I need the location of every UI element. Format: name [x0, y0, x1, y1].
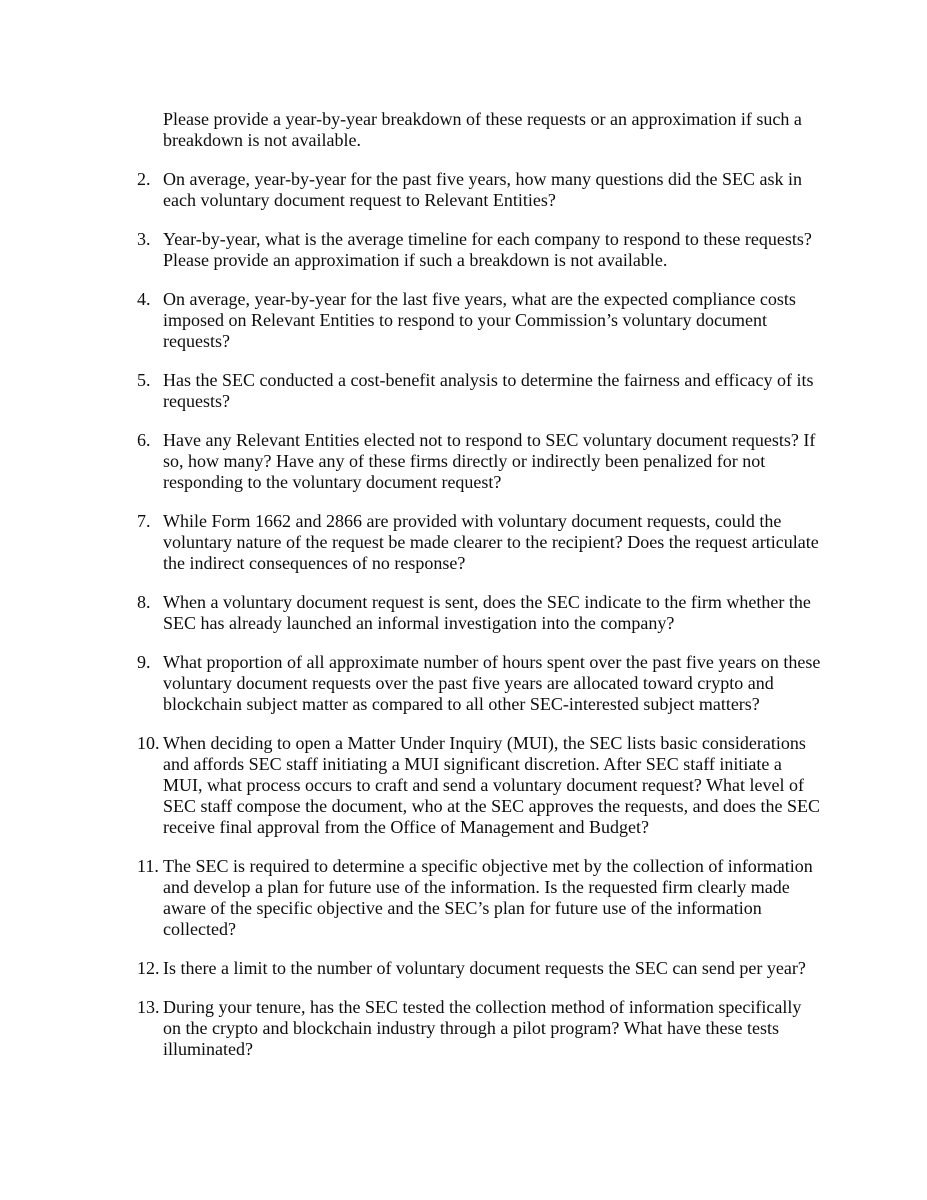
question-number: 13. [137, 997, 160, 1017]
question-item-11 [109, 856, 821, 940]
question-item-13 [109, 997, 821, 1060]
question-text: Year-by-year, what is the average timeline for each company to respond to these requests? Please provide an approximation if such a breakdown is not available. [163, 229, 812, 270]
question-text: On average, year-by-year for the last five years, what are the expected compliance costs imposed on Relevant Entities to respond to your Commission’s voluntary document requests? [163, 289, 796, 351]
question-text: Has the SEC conducted a cost-benefit analysis to determine the fairness and efficacy of its requests? [163, 370, 814, 411]
question-item-10 [109, 733, 821, 838]
question-number: 9. [137, 652, 151, 672]
question-text: What proportion of all approximate number of hours spent over the past five years on these voluntary document requests over the past five years are allocated toward crypto and blockchain subject matter as compared to all other SEC-interested subject matters? [163, 652, 821, 714]
document-body [109, 109, 821, 1078]
question-number: 8. [137, 592, 151, 612]
question-number: 3. [137, 229, 151, 249]
question-number: 5. [137, 370, 151, 390]
question-item-7 [109, 511, 821, 574]
question-item-6 [109, 430, 821, 493]
intro-paragraph-continuation: Please provide a year-by-year breakdown of these requests or an approximation if such a breakdown is not available. [163, 109, 802, 150]
question-number: 7. [137, 511, 151, 531]
question-number: 6. [137, 430, 151, 450]
question-text: When deciding to open a Matter Under Inquiry (MUI), the SEC lists basic considerations and affords SEC staff initiating a MUI significant discretion. After SEC staff initiate a MUI, what process occurs to craft and send a voluntary document request? What level of SEC staff compose the document, who at the SEC approves the requests, and does the SEC receive final approval from the Office of Management and Budget? [163, 733, 821, 837]
question-item-3 [109, 229, 821, 271]
question-text: During your tenure, has the SEC tested the collection method of information specifically on the crypto and blockchain industry through a pilot program? What have these tests illuminated? [163, 997, 802, 1059]
question-text: Is there a limit to the number of voluntary document requests the SEC can send per year? [163, 958, 806, 978]
question-item-2 [109, 169, 821, 211]
question-text: Have any Relevant Entities elected not to respond to SEC voluntary document requests? If so, how many? Have any of these firms directly or indirectly been penalized for not responding to the voluntary document request? [163, 430, 816, 492]
question-item-8 [109, 592, 821, 634]
question-text: While Form 1662 and 2866 are provided with voluntary document requests, could the voluntary nature of the request be made clearer to the recipient? Does the request articulate the indirect consequences of no response? [163, 511, 819, 573]
question-number: 2. [137, 169, 151, 189]
question-text: The SEC is required to determine a specific objective met by the collection of information and develop a plan for future use of the information. Is the requested firm clearly made aware of the specific objective and the SEC’s plan for future use of the information collected? [163, 856, 813, 939]
question-item-4 [109, 289, 821, 352]
question-number: 12. [137, 958, 160, 978]
question-item-9 [109, 652, 821, 715]
question-number: 11. [137, 856, 159, 876]
question-text: On average, year-by-year for the past five years, how many questions did the SEC ask in each voluntary document request to Relevant Entities? [163, 169, 802, 210]
question-text: When a voluntary document request is sent, does the SEC indicate to the firm whether the SEC has already launched an informal investigation into the company? [163, 592, 811, 633]
question-item-5 [109, 370, 821, 412]
question-number: 10. [137, 733, 160, 753]
question-item-12 [109, 958, 821, 979]
question-number: 4. [137, 289, 151, 309]
